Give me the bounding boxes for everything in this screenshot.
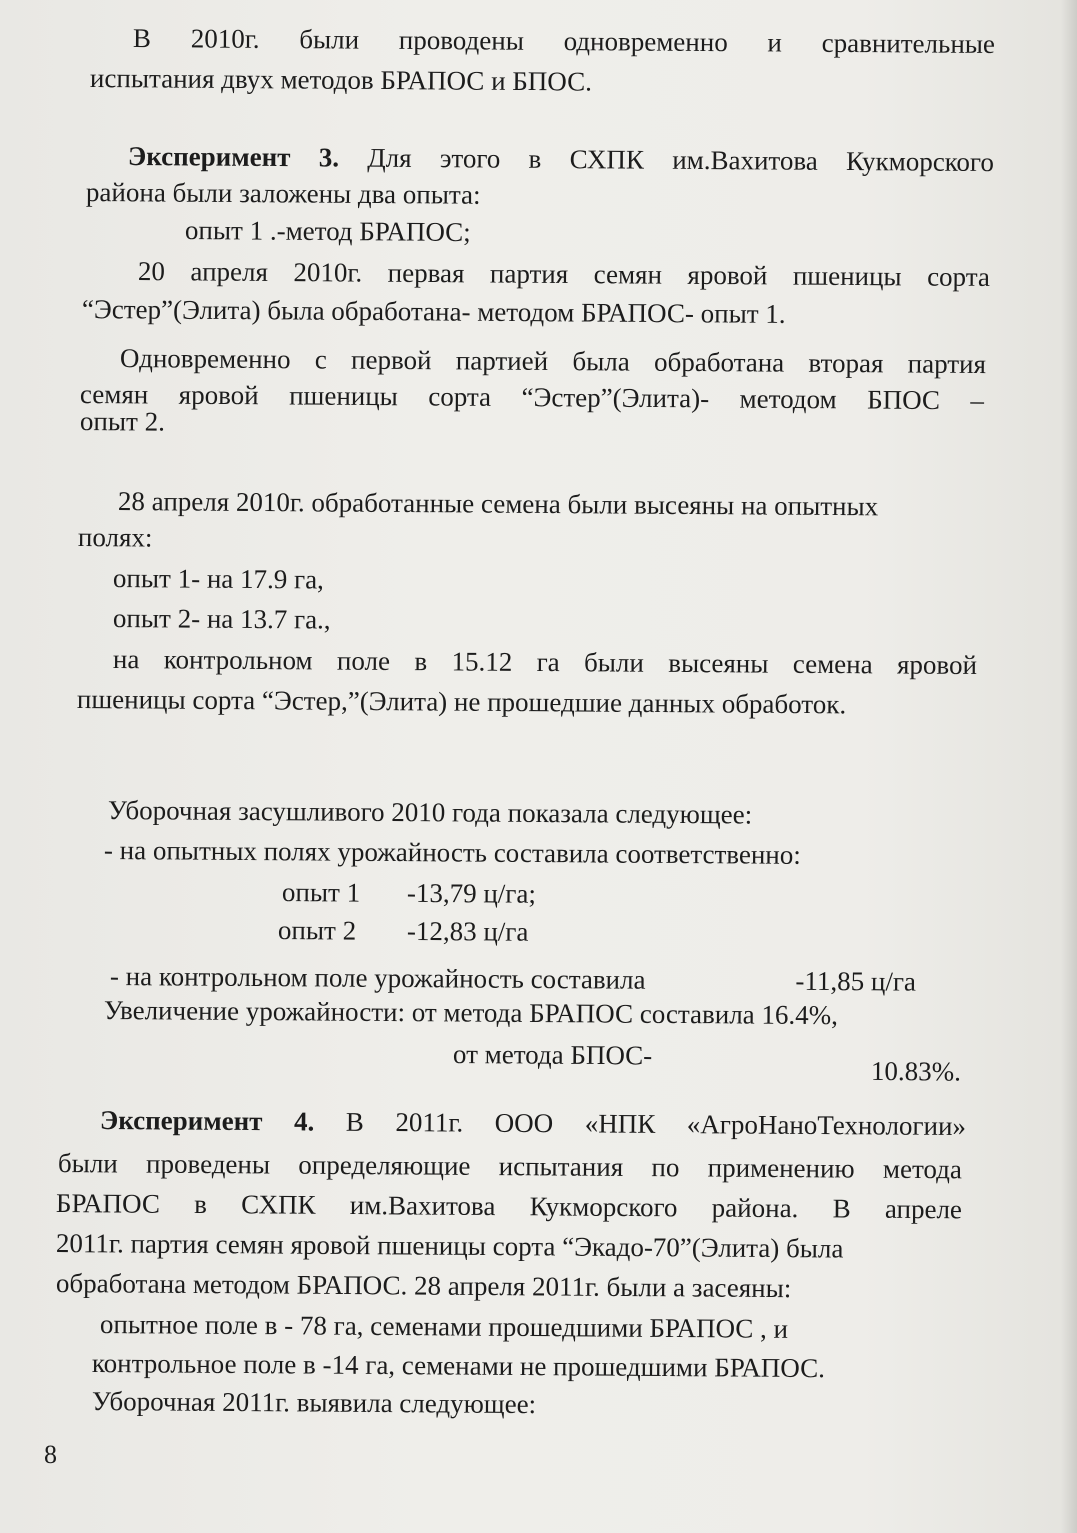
- text-line: опыт 2- на 13.7 га.,: [112, 603, 331, 635]
- method-increase: 10.83%.: [870, 1055, 961, 1087]
- trial-label: опыт 2: [277, 915, 357, 946]
- text-line: [452, 1038, 961, 1087]
- text-line-heading: [100, 1104, 966, 1142]
- word: первая: [387, 257, 465, 289]
- word: были: [299, 24, 360, 55]
- text-line: [138, 255, 990, 293]
- trial-label: опыт 1: [281, 877, 361, 908]
- word: семян: [593, 259, 663, 290]
- word: пшеницы: [289, 380, 398, 412]
- control-yield-text: - на контрольном поле урожайность составила: [109, 961, 646, 995]
- text-line: обработана методом БРАПОС. 28 апреля 2011г. были а засеяны:: [55, 1268, 792, 1304]
- word: яровой: [178, 379, 259, 411]
- word: 2010г.: [293, 257, 363, 288]
- word: в: [194, 1188, 208, 1220]
- word: ООО: [494, 1107, 554, 1139]
- word: были: [57, 1148, 118, 1179]
- text-line: опыт 1 .-метод БРАПОС;: [184, 215, 471, 247]
- word: проведены: [145, 1148, 271, 1180]
- text-line: [58, 1147, 962, 1185]
- word: метода: [882, 1153, 963, 1185]
- word: сорта: [428, 381, 492, 412]
- word: испытания: [498, 1151, 624, 1182]
- text-line: [110, 960, 916, 998]
- word: поле: [336, 645, 391, 676]
- word: района.: [711, 1192, 799, 1224]
- word: БРАПОС: [55, 1188, 161, 1219]
- text-line: [113, 643, 977, 681]
- word: БПОС: [867, 384, 941, 416]
- word: партия: [489, 258, 569, 290]
- word: контрольном: [163, 644, 313, 676]
- word: В: [345, 1106, 364, 1137]
- trial-yield: -12,83 ц/га: [406, 915, 529, 947]
- word: “Эстер”(Элита)-: [521, 382, 710, 414]
- word: в: [414, 646, 428, 677]
- word: семян: [79, 379, 149, 410]
- word: первой: [350, 344, 432, 376]
- word: «НПК: [584, 1108, 656, 1139]
- word: Одновременно: [119, 343, 291, 375]
- word: пшеницы: [792, 260, 902, 292]
- word: –: [970, 385, 985, 416]
- text-line: района были заложены два опыта:: [85, 177, 481, 210]
- word: определяющие: [298, 1149, 471, 1181]
- word: проводены: [398, 24, 525, 56]
- text-line: “Эстер”(Элита) была обработана- методом БРАПОС- опыт 1.: [81, 294, 786, 329]
- control-yield-value: -11,85 ц/га: [795, 965, 917, 997]
- word: 15.12: [451, 646, 513, 677]
- text-line-heading: [128, 140, 994, 178]
- word: была: [572, 346, 630, 377]
- text-line: опытное поле в - 78 га, семенами прошедшими БРАПОС , и: [99, 1309, 789, 1344]
- text-line: [120, 342, 986, 380]
- word: апреле: [884, 1193, 963, 1225]
- text-line: [80, 378, 984, 416]
- word: 2011г.: [395, 1107, 464, 1138]
- text-line: Увеличение урожайности: от метода БРАПОС составила 16.4%,: [103, 995, 839, 1031]
- word: были: [583, 647, 644, 678]
- word: СХПК: [569, 144, 645, 175]
- text-line: Уборочная 2011г. выявила следующее:: [91, 1386, 537, 1420]
- word: Для: [367, 142, 412, 173]
- page-edge-shadow: [1061, 0, 1077, 1533]
- experiment-heading-word: Эксперимент: [127, 141, 291, 173]
- word: га: [536, 646, 560, 678]
- text-line: [282, 876, 536, 910]
- word: Кукморского: [529, 1191, 678, 1223]
- word: партией: [455, 345, 549, 376]
- word: с: [314, 344, 327, 375]
- word: и: [767, 27, 783, 58]
- text-line: Уборочная засушливого 2010 года показала следующее:: [107, 795, 753, 830]
- word: «АгроНаноТехнологии»: [686, 1109, 967, 1142]
- word: применению: [707, 1152, 855, 1184]
- word: СХПК: [241, 1189, 316, 1220]
- word: вторая: [808, 347, 884, 379]
- text-line: пшеницы сорта “Эстер,”(Элита) не прошедшие данных обработок.: [76, 684, 847, 720]
- word: В: [132, 23, 152, 54]
- method-label: от метода БПОС-: [452, 1039, 653, 1071]
- word: 20: [137, 256, 166, 287]
- text-line: опыт 1- на 17.9 га,: [112, 563, 324, 595]
- text-line: опыт 2.: [79, 406, 165, 437]
- word: им.Вахитова: [672, 144, 818, 176]
- experiment-number: 4.: [293, 1106, 315, 1137]
- experiment-heading-word: Эксперимент: [99, 1105, 263, 1137]
- text-line: - на опытных полях урожайность составила соответственно:: [103, 835, 801, 870]
- word: этого: [439, 143, 501, 174]
- word: сравнительные: [821, 27, 996, 60]
- word: в: [528, 143, 542, 174]
- word: Кукморского: [845, 146, 995, 178]
- word: высеяны: [668, 647, 769, 679]
- word: семена: [792, 648, 873, 680]
- text-line: 28 апреля 2010г. обработанные семена были высеяны на опытных: [117, 486, 879, 522]
- word: В: [832, 1193, 851, 1224]
- text-line: [133, 22, 995, 60]
- text-line: контрольное поле в -14 га, семенами не прошедшими БРАПОС.: [91, 1348, 826, 1384]
- word: яровой: [896, 649, 978, 681]
- trial-yield: -13,79 ц/га;: [406, 877, 537, 909]
- word: методом: [739, 383, 837, 415]
- word: по: [651, 1152, 680, 1183]
- word: на: [112, 644, 140, 675]
- word: одновременно: [563, 26, 728, 58]
- word: апреля: [190, 256, 269, 287]
- text-line: полях:: [77, 522, 153, 553]
- word: 2010г.: [190, 23, 260, 54]
- text-line: [278, 914, 529, 948]
- word: им.Вахитова: [349, 1190, 496, 1222]
- word: партия: [907, 348, 987, 380]
- text-line: 2011г. партия семян яровой пшеницы сорта “Экадо-70”(Элита) была: [55, 1228, 844, 1264]
- text-line: [56, 1187, 962, 1225]
- word: яровой: [687, 259, 768, 291]
- word: обработана: [653, 346, 785, 378]
- word: сорта: [927, 261, 990, 292]
- experiment-number: 3.: [318, 142, 340, 173]
- page-number: 8: [44, 1440, 57, 1469]
- text-line: испытания двух методов БРАПОС и БПОС.: [89, 63, 593, 97]
